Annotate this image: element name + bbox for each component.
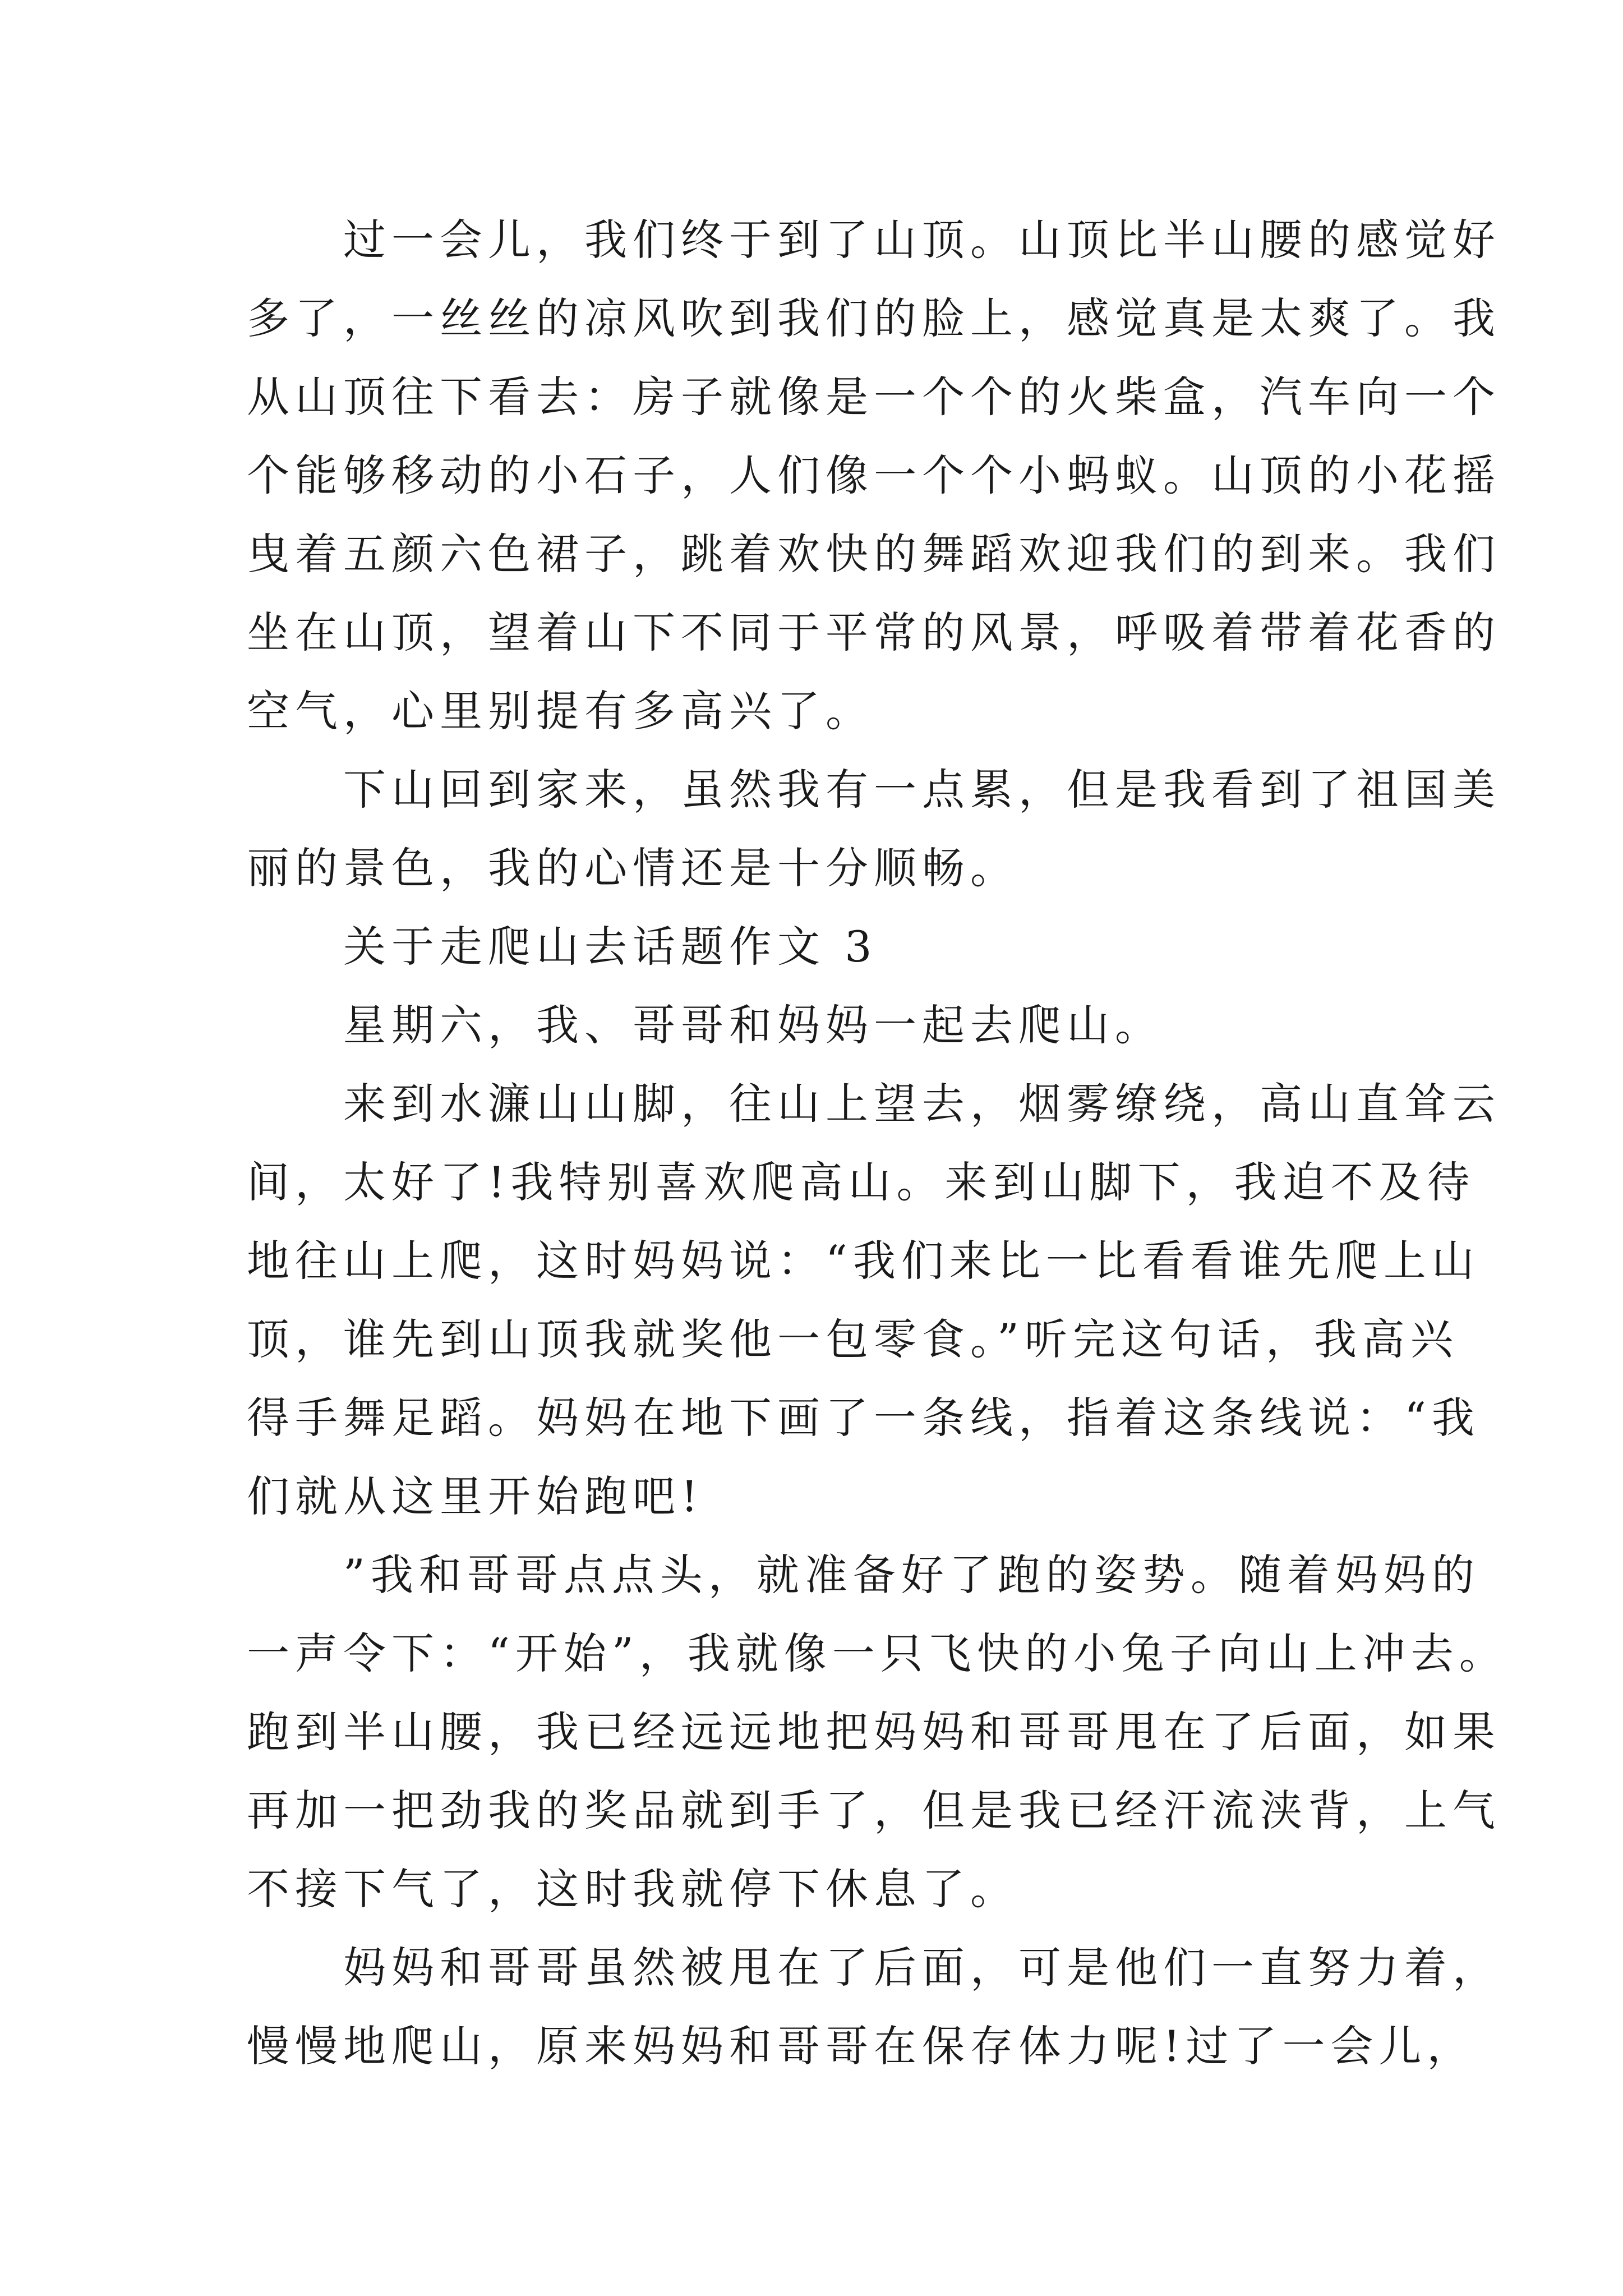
text-line: 过一会儿，我们终于到了山顶。山顶比半山腰的感觉好 bbox=[247, 215, 1501, 265]
text-line: 空气，心里别提有多高兴了。 bbox=[247, 686, 874, 736]
text-line: 来到水濂山山脚，往山上望去，烟雾缭绕，高山直耸云 bbox=[247, 1079, 1501, 1129]
text-line: 从山顶往下看去：房子就像是一个个的火柴盒，汽车向一个 bbox=[247, 372, 1501, 422]
text-line: 慢慢地爬山，原来妈妈和哥哥在保存体力呢!过了一会儿， bbox=[247, 2021, 1476, 2071]
text-line: 地往山上爬，这时妈妈说：“我们来比一比看看谁先爬上山 bbox=[247, 1236, 1480, 1286]
text-line: 星期六，我、哥哥和妈妈一起去爬山。 bbox=[247, 1000, 1163, 1050]
text-line: 下山回到家来，虽然我有一点累，但是我看到了祖国美 bbox=[247, 765, 1501, 815]
text-line: 间，太好了!我特别喜欢爬高山。来到山脚下，我迫不及待 bbox=[247, 1157, 1476, 1207]
text-line: 再加一把劲我的奖品就到手了，但是我已经汗流浃背，上气 bbox=[247, 1786, 1501, 1835]
text-line: ”我和哥哥点点头，就准备好了跑的姿势。随着妈妈的 bbox=[247, 1550, 1480, 1600]
text-line: 丽的景色，我的心情还是十分顺畅。 bbox=[247, 843, 1018, 893]
text-line: 个能够移动的小石子，人们像一个个小蚂蚁。山顶的小花摇 bbox=[247, 450, 1501, 500]
text-line: 一声令下：“开始”，我就像一只飞快的小兔子向山上冲去。 bbox=[247, 1628, 1507, 1678]
text-line: 得手舞足蹈。妈妈在地下画了一条线，指着这条线说：“我 bbox=[247, 1393, 1480, 1443]
text-line: 跑到半山腰，我已经远远地把妈妈和哥哥甩在了后面，如果 bbox=[247, 1707, 1501, 1757]
text-line: 曳着五颜六色裙子，跳着欢快的舞蹈欢迎我们的到来。我们 bbox=[247, 529, 1501, 579]
text-line: 坐在山顶，望着山下不同于平常的风景，呼吸着带着花香的 bbox=[247, 608, 1501, 657]
text-line: 顶，谁先到山顶我就奖他一包零食。”听完这句话，我高兴 bbox=[247, 1314, 1459, 1364]
text-line: 们就从这里开始跑吧! bbox=[247, 1471, 704, 1521]
text-line: 多了，一丝丝的凉风吹到我们的脸上，感觉真是太爽了。我 bbox=[247, 293, 1501, 343]
text-line: 妈妈和哥哥虽然被甩在了后面，可是他们一直努力着， bbox=[247, 1943, 1501, 1993]
section-heading: 关于走爬山去话题作文 3 bbox=[247, 922, 878, 972]
text-line: 不接下气了，这时我就停下休息了。 bbox=[247, 1864, 1018, 1914]
